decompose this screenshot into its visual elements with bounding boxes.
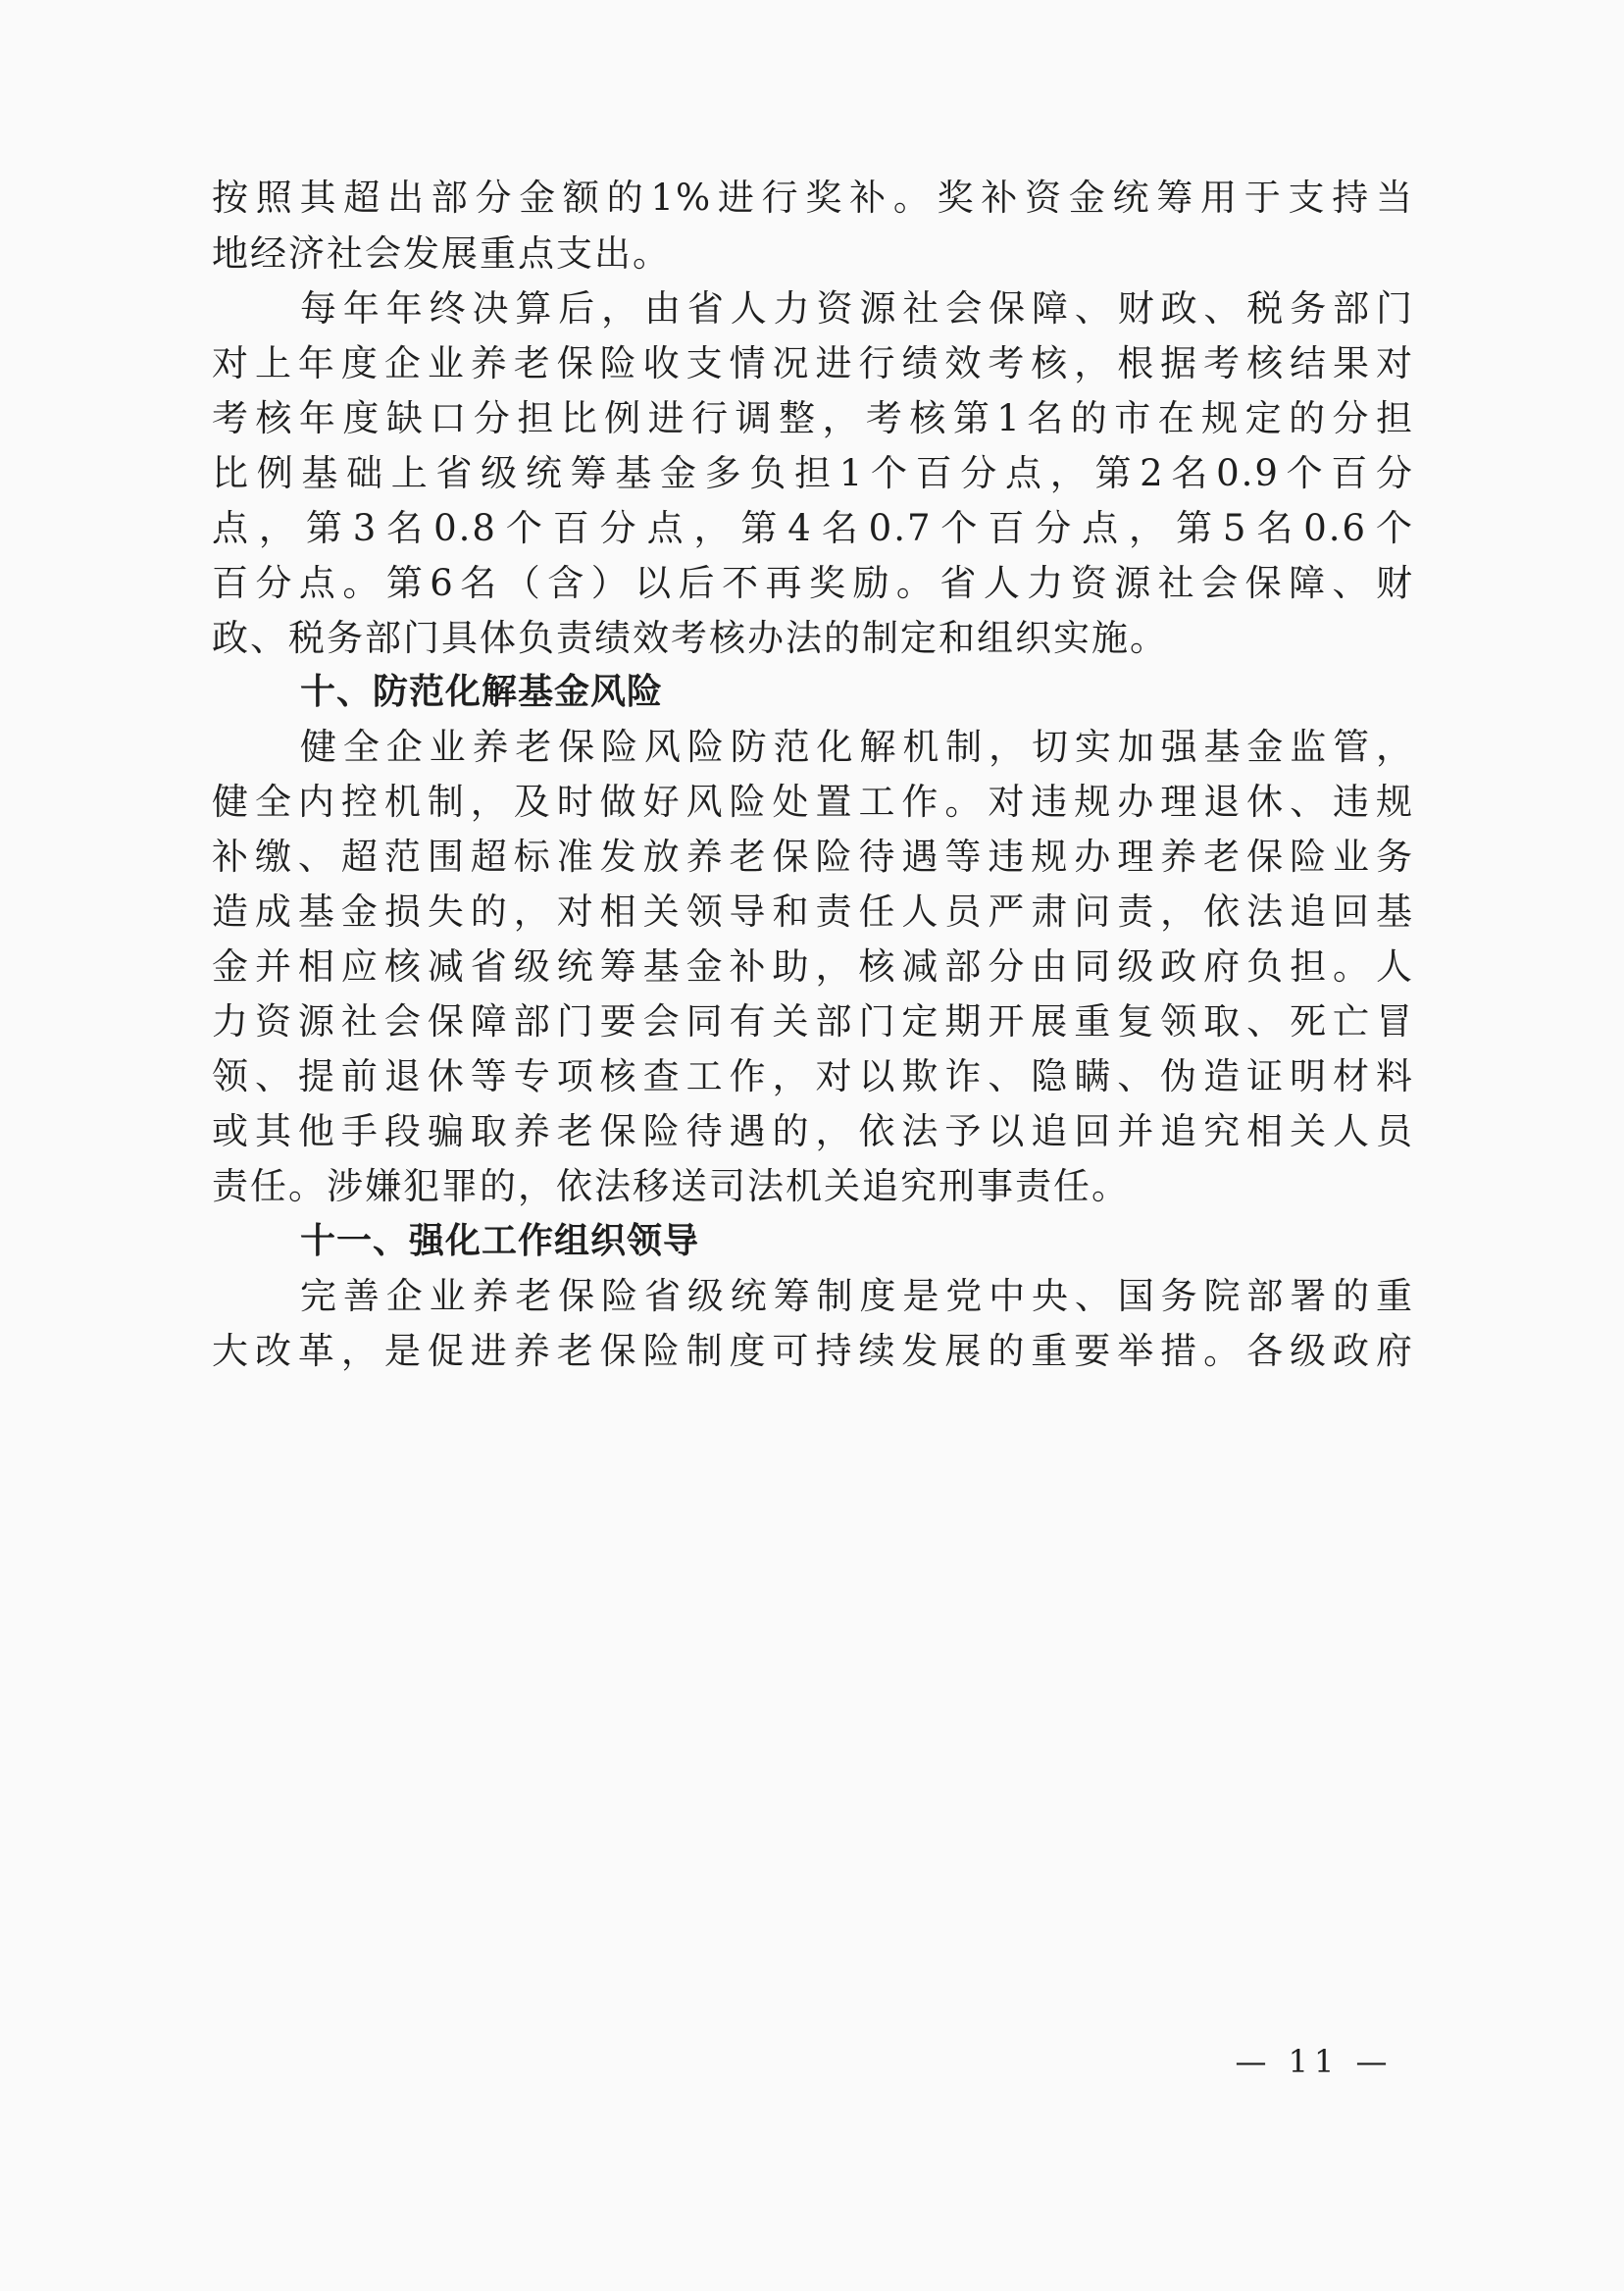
- paragraph-line: 补缴、超范围超标准发放养老保险待遇等违规办理养老保险业务: [212, 836, 1414, 878]
- paragraph-line: 每年年终决算后，由省人力资源社会保障、财政、税务部门: [300, 287, 1414, 330]
- paragraph-line: 对上年度企业养老保险收支情况进行绩效考核，根据考核结果对: [212, 342, 1414, 384]
- paragraph-line: 造成基金损失的，对相关领导和责任人员严肃问责，依法追回基: [212, 891, 1414, 933]
- section-heading: 十一、强化工作组织领导: [300, 1221, 700, 1261]
- page-number: — 11 —: [1235, 2043, 1394, 2080]
- paragraph-line: 金并相应核减省级统筹基金补助，核减部分由同级政府负担。人: [212, 945, 1414, 988]
- paragraph-line: 力资源社会保障部门要会同有关部门定期开展重复领取、死亡冒: [212, 1000, 1414, 1043]
- paragraph-line: 完善企业养老保险省级统筹制度是党中央、国务院部署的重: [300, 1275, 1414, 1317]
- section-heading: 十、防范化解基金风险: [300, 672, 664, 712]
- paragraph-line: 健全内控机制，及时做好风险处置工作。对违规办理退休、违规: [212, 781, 1414, 823]
- paragraph-line: 健全企业养老保险风险防范化解机制，切实加强基金监管，: [300, 726, 1414, 768]
- paragraph-line: 百分点。第6名（含）以后不再奖励。省人力资源社会保障、财: [212, 562, 1414, 604]
- paragraph-line: 比例基础上省级统筹基金多负担1个百分点，第2名0.9个百分: [212, 452, 1414, 494]
- paragraph-line: 大改革，是促进养老保险制度可持续发展的重要举措。各级政府: [212, 1330, 1414, 1372]
- paragraph-line: 按照其超出部分金额的1%进行奖补。奖补资金统筹用于支持当: [212, 177, 1414, 219]
- paragraph-line: 或其他手段骗取养老保险待遇的，依法予以追回并追究相关人员: [212, 1110, 1414, 1152]
- paragraph-line: 点，第3名0.8个百分点，第4名0.7个百分点，第5名0.6个: [212, 507, 1414, 549]
- paragraph-line: 考核年度缺口分担比例进行调整，考核第1名的市在规定的分担: [212, 397, 1414, 439]
- paragraph-line: 政、税务部门具体负责绩效考核办法的制定和组织实施。: [212, 617, 1168, 659]
- paragraph-line: 责任。涉嫌犯罪的，依法移送司法机关追究刑事责任。: [212, 1165, 1130, 1207]
- paragraph-line: 领、提前退休等专项核查工作，对以欺诈、隐瞒、伪造证明材料: [212, 1055, 1414, 1097]
- paragraph-line: 地经济社会发展重点支出。: [212, 232, 671, 275]
